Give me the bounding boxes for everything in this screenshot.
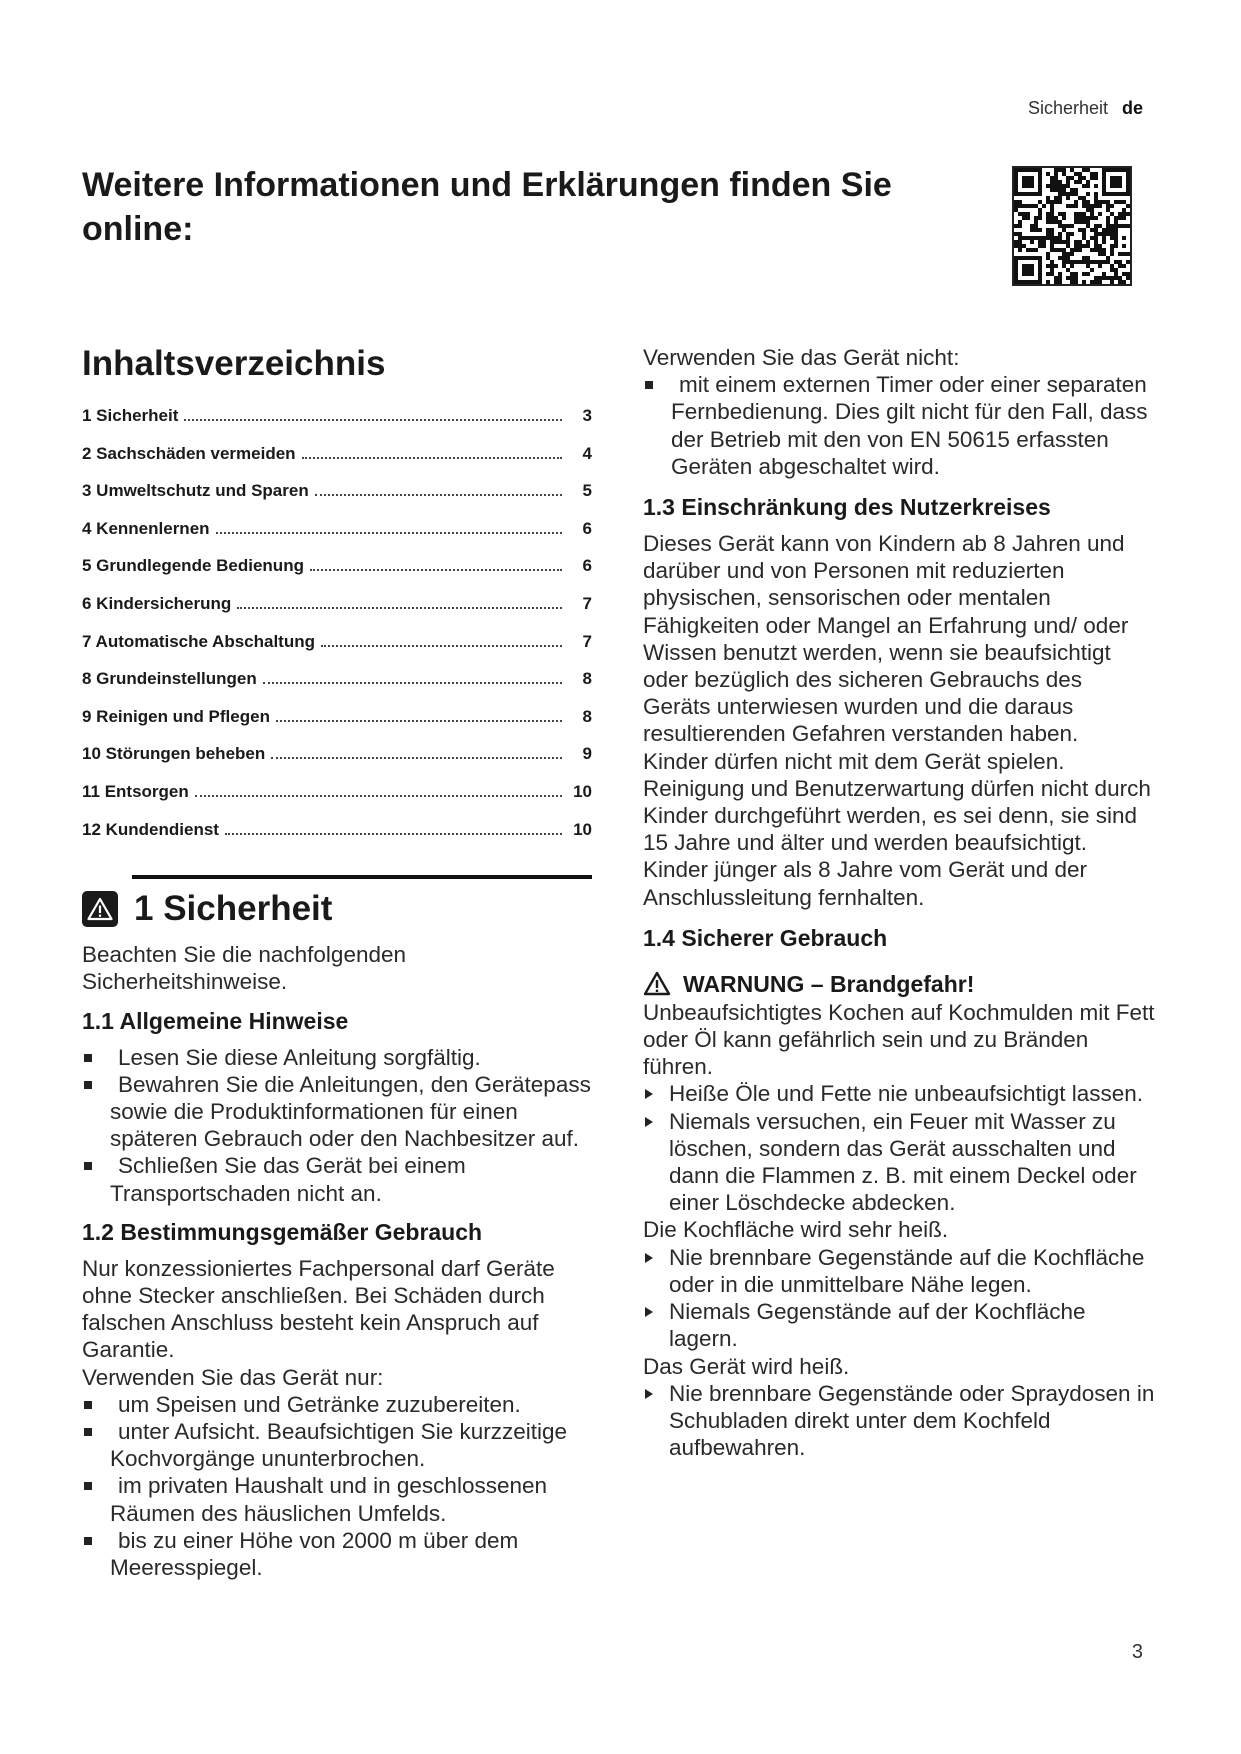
toc-leader-dots: [321, 644, 562, 647]
toc-item-page: 9: [582, 744, 592, 764]
toc-leader-dots: [271, 756, 562, 759]
fire-warning-label: WARNUNG – Brandgefahr!: [683, 970, 975, 997]
warning-icon: [82, 891, 118, 927]
section-rule: [132, 875, 592, 879]
unattended-cooking-paragraph: Unbeaufsichtigtes Kochen auf Kochmulden mit Fett oder Öl kann gefährlich sein und zu Bränden führen.: [643, 999, 1155, 1080]
toc-item[interactable]: [82, 556, 592, 594]
section-1-intro: Beachten Sie die nachfolgenden Sicherheitshinweise.: [82, 942, 407, 995]
list-item: Nie brennbare Gegenstände auf die Kochfläche oder in die unmittelbare Nähe legen.: [643, 1244, 1155, 1298]
toc-item[interactable]: [82, 820, 592, 858]
subsection-1-2-title: 1.2 Bestimmungsgemäßer Gebrauch: [82, 1218, 483, 1245]
toc-item-label: 7 Automatische Abschaltung: [82, 631, 315, 651]
toc-leader-dots: [302, 456, 562, 459]
toc-leader-dots: [195, 794, 562, 797]
children-play-paragraph: Kinder dürfen nicht mit dem Gerät spielen.: [643, 748, 1065, 774]
toc-item-page: 3: [582, 406, 592, 425]
right-column: [643, 344, 1155, 1461]
toc-item-page: 6: [582, 556, 592, 576]
user-restriction-paragraph: Dieses Gerät kann von Kindern ab 8 Jahren und darüber und von Personen mit reduzierten physischen, sensorischen oder mentalen Fähigkeiten oder Mangel an Erfahrung und/ oder Wissen benutzt werden, wenn sie beaufsichtigt oder bezüglich des sicheren Gebrauchs des Geräts unterwiesen wurden und die daraus resultierenden Gefahren verstanden haben.: [643, 531, 1129, 747]
toc-leader-dots: [310, 568, 562, 571]
toc-item-label: 12 Kundendienst: [82, 819, 219, 839]
toc-item-page: 8: [582, 706, 592, 726]
toc-item[interactable]: [82, 632, 592, 670]
list-item: Niemals versuchen, ein Feuer mit Wasser zu löschen, sondern das Gerät ausschalten und dann die Flammen z. B. mit einem Deckel oder einer Löschdecke abdecken.: [643, 1108, 1155, 1217]
list-item: Niemals Gegenstände auf der Kochfläche lagern.: [643, 1298, 1155, 1352]
device-hot-steps-list: [643, 1380, 1155, 1462]
intended-use-paragraph: Nur konzessioniertes Fachpersonal darf Geräte ohne Stecker anschließen. Bei Schäden durch falschen Anschluss besteht kein Anspruch auf Garantie.: [82, 1255, 555, 1363]
subsection-1-3-title: 1.3 Einschränkung des Nutzerkreises: [643, 494, 1051, 521]
language-code: de: [1121, 98, 1143, 118]
toc-item-label: 10 Störungen beheben: [82, 744, 266, 764]
toc-leader-dots: [315, 493, 562, 496]
toc-item-label: 8 Grundeinstellungen: [82, 669, 257, 689]
toc-item-page: 6: [582, 518, 592, 538]
list-item: Nie brennbare Gegenstände oder Spraydosen in Schubladen direkt unter dem Kochfeld aufbewahren.: [643, 1380, 1155, 1462]
toc-item-page: 8: [582, 669, 592, 689]
toc-item-page: 10: [573, 781, 592, 801]
toc-item[interactable]: [82, 744, 592, 782]
use-only-label: Verwenden Sie das Gerät nur:: [82, 1364, 384, 1390]
toc-item[interactable]: [82, 782, 592, 820]
toc-item-label: 4 Kennenlernen: [82, 518, 210, 538]
list-item: mit einem externen Timer oder einer separaten Fernbedienung. Dies gilt nicht für den Fall, dass der Betrieb mit den von EN 50615 erfassten Geräten abgeschaltet wird.: [643, 371, 1155, 480]
do-not-use-list: [643, 371, 1155, 480]
toc-item[interactable]: [82, 594, 592, 632]
toc-item-label: 1 Sicherheit: [82, 406, 179, 425]
list-item: Lesen Sie diese Anleitung sorgfältig.: [82, 1044, 592, 1071]
device-hot-paragraph: Das Gerät wird heiß.: [643, 1353, 850, 1379]
children-distance-paragraph: Kinder jünger als 8 Jahre vom Gerät und der Anschlussleitung fernhalten.: [643, 857, 1087, 910]
children-cleaning-paragraph: Reinigung und Benutzerwartung dürfen nicht durch Kinder durchgeführt werden, es sei denn, sie sind 15 Jahre und älter und werden beaufsichtigt.: [643, 775, 1151, 856]
qr-code-image: [1014, 168, 1130, 284]
section-1-title: 1 Sicherheit: [134, 889, 333, 929]
list-item: im privaten Haushalt und in geschlossenen Räumen des häuslichen Umfelds.: [82, 1472, 592, 1526]
general-notes-list: [82, 1044, 592, 1207]
online-info-heading: Weitere Informationen und Erklärungen finden Sie online:: [82, 166, 892, 248]
toc-item-label: 11 Entsorgen: [82, 781, 189, 801]
toc-item[interactable]: [82, 444, 592, 482]
do-not-use-label: Verwenden Sie das Gerät nicht:: [643, 345, 960, 370]
toc-leader-dots: [263, 681, 562, 684]
toc-item-page: 7: [582, 593, 592, 613]
toc-item-label: 3 Umweltschutz und Sparen: [82, 481, 309, 501]
toc-leader-dots: [276, 719, 562, 722]
section-1-heading: [82, 885, 592, 933]
running-header: [1028, 98, 1143, 119]
warning-triangle-icon: [643, 971, 671, 996]
table-of-contents: [82, 406, 592, 857]
subsection-1-1-title: 1.1 Allgemeine Hinweise: [82, 1007, 349, 1034]
toc-item[interactable]: [82, 406, 592, 444]
list-item: unter Aufsicht. Beaufsichtigen Sie kurzzeitige Kochvorgänge ununterbrochen.: [82, 1418, 592, 1472]
toc-item-label: 9 Reinigen und Pflegen: [82, 706, 270, 726]
list-item: Bewahren Sie die Anleitungen, den Gerätepass sowie die Produktinformationen für einen späteren Gebrauch oder den Nachbesitzer auf.: [82, 1071, 592, 1153]
toc-item[interactable]: [82, 707, 592, 745]
toc-item-label: 2 Sachschäden vermeiden: [82, 443, 296, 463]
page-number: 3: [1131, 1641, 1143, 1663]
fire-warning-heading: [643, 969, 1155, 999]
list-item: um Speisen und Getränke zuzubereiten.: [82, 1391, 592, 1418]
list-item: bis zu einer Höhe von 2000 m über dem Meeresspiegel.: [82, 1527, 592, 1581]
toc-leader-dots: [184, 418, 562, 421]
toc-item[interactable]: [82, 519, 592, 557]
qr-code[interactable]: [1012, 166, 1132, 286]
toc-item-page: 4: [582, 443, 592, 463]
toc-item-page: 7: [582, 631, 592, 651]
toc-item-label: 6 Kindersicherung: [82, 593, 232, 613]
toc-leader-dots: [225, 832, 562, 835]
toc-item[interactable]: [82, 669, 592, 707]
fire-steps-list: [643, 1080, 1155, 1216]
running-header-section: Sicherheit: [1027, 98, 1108, 118]
left-column: [82, 340, 592, 1581]
toc-item-page: 5: [582, 481, 592, 501]
list-item: Heiße Öle und Fette nie unbeaufsichtigt lassen.: [643, 1080, 1155, 1107]
toc-leader-dots: [237, 606, 562, 609]
hot-surface-steps-list: [643, 1244, 1155, 1353]
list-item: Schließen Sie das Gerät bei einem Transportschaden nicht an.: [82, 1152, 592, 1206]
toc-item[interactable]: [82, 481, 592, 519]
toc-leader-dots: [216, 531, 562, 534]
hot-surface-paragraph: Die Kochfläche wird sehr heiß.: [643, 1217, 949, 1243]
subsection-1-4-title: 1.4 Sicherer Gebrauch: [643, 924, 888, 951]
toc-title: Inhaltsverzeichnis: [82, 344, 386, 383]
use-only-list: [82, 1391, 592, 1581]
toc-item-page: 10: [573, 819, 592, 839]
toc-item-label: 5 Grundlegende Bedienung: [82, 556, 304, 576]
